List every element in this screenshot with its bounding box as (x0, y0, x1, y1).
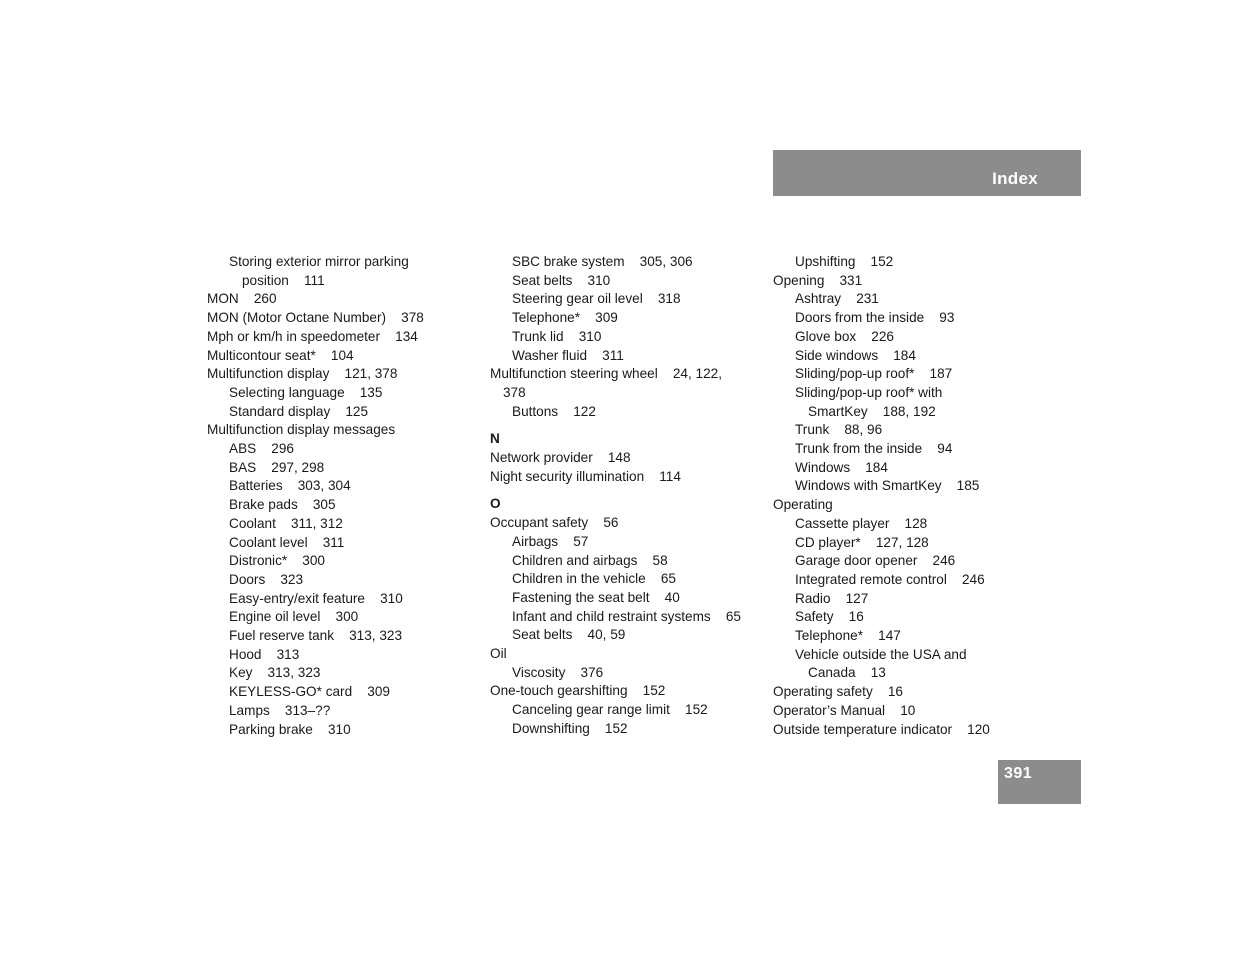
index-entry-text: Side windows 184 (795, 347, 916, 363)
index-entry-text: KEYLESS-GO* card 309 (229, 684, 390, 700)
index-entry-text: SmartKey 188, 192 (808, 403, 936, 419)
index-entry (490, 664, 760, 683)
index-entry (207, 459, 477, 478)
index-entry-text: Sliding/pop-up roof* with (795, 384, 943, 400)
index-entry-text: Occupant safety 56 (490, 515, 619, 531)
index-entry (773, 646, 1043, 665)
index-entry-text: Infant and child restraint systems 65 (512, 608, 741, 624)
index-entry (207, 328, 477, 347)
index-entry-text: Distronic* 300 (229, 553, 325, 569)
index-entry (773, 496, 1043, 515)
index-entry-text: Network provider 148 (490, 450, 631, 466)
index-entry (490, 720, 760, 739)
index-entry-text: Operating safety 16 (773, 684, 903, 700)
index-entry (207, 664, 477, 683)
index-entry (773, 459, 1043, 478)
index-entry-text: Easy-entry/exit feature 310 (229, 590, 403, 606)
index-entry (207, 534, 477, 553)
index-entry-text: Lamps 313–?? (229, 702, 331, 718)
index-entry-text: Fastening the seat belt 40 (512, 589, 680, 605)
index-entry-text: Vehicle outside the USA and (795, 646, 967, 662)
index-letter-heading (490, 495, 760, 514)
index-entry-text: Key 313, 323 (229, 665, 321, 681)
index-entry (773, 365, 1043, 384)
index-entry (773, 702, 1043, 721)
index-entry-text: Operator’s Manual 10 (773, 702, 916, 718)
index-entry-text: Upshifting 152 (795, 254, 894, 269)
index-entry (490, 570, 760, 589)
index-entry (773, 664, 1043, 683)
index-entry-text: Brake pads 305 (229, 497, 336, 513)
index-entry (773, 421, 1043, 440)
page-number: 391 (1004, 765, 1033, 782)
index-entry (490, 365, 760, 384)
index-entry-text: Mph or km/h in speedometer 134 (207, 328, 418, 344)
index-entry-text: Trunk 88, 96 (795, 422, 883, 438)
index-entry-text: SBC brake system 305, 306 (512, 254, 693, 269)
index-entry-text: Washer fluid 311 (512, 347, 624, 363)
index-entry (773, 477, 1043, 496)
index-entry-text: Oil (490, 646, 507, 662)
index-entry-text: Standard display 125 (229, 403, 369, 419)
index-entry (207, 365, 477, 384)
index-entry (490, 552, 760, 571)
index-entry (773, 440, 1043, 459)
index-column-2 (490, 253, 760, 739)
index-entry (207, 608, 477, 627)
index-entry-text: Windows with SmartKey 185 (795, 478, 980, 494)
index-entry-text: Doors 323 (229, 571, 304, 587)
index-entry-text: Coolant 311, 312 (229, 515, 343, 531)
index-entry-text: Fuel reserve tank 313, 323 (229, 628, 403, 644)
index-entry (773, 384, 1043, 403)
index-entry-text: Sliding/pop-up roof* 187 (795, 366, 953, 382)
index-entry-text: Selecting language 135 (229, 384, 383, 400)
index-entry (490, 645, 760, 664)
index-entry-text: Airbags 57 (512, 533, 589, 549)
index-entry-text: O (490, 496, 501, 512)
index-entry (773, 590, 1043, 609)
index-entry (490, 682, 760, 701)
index-entry-text: CD player* 127, 128 (795, 534, 929, 550)
index-entry-text: N (490, 431, 500, 447)
index-entry-text: Garage door opener 246 (795, 553, 956, 569)
index-entry (207, 646, 477, 665)
index-entry (207, 571, 477, 590)
index-entry-text: Telephone* 309 (512, 310, 618, 326)
index-entry-text: Steering gear oil level 318 (512, 291, 681, 307)
index-entry-text: Safety 16 (795, 609, 864, 625)
index-entry-text: Multifunction display messages (207, 422, 396, 438)
index-entry-text: Radio 127 (795, 590, 869, 606)
index-entry (207, 552, 477, 571)
index-entry-text: Trunk from the inside 94 (795, 441, 953, 457)
index-entry (490, 701, 760, 720)
index-entry (773, 608, 1043, 627)
index-column-3 (773, 253, 1043, 739)
index-entry-text: Coolant level 311 (229, 534, 345, 550)
index-entry (773, 721, 1043, 740)
index-entry (490, 403, 760, 422)
index-entry (773, 403, 1043, 422)
index-entry-text: Children and airbags 58 (512, 552, 668, 568)
index-letter-heading (490, 430, 760, 449)
index-entry-text: position 111 (242, 272, 325, 288)
index-entry (773, 253, 1043, 272)
index-entry-text: Canceling gear range limit 152 (512, 702, 708, 718)
index-entry (207, 496, 477, 515)
index-entry (490, 309, 760, 328)
index-entry (773, 328, 1043, 347)
index-entry-text: Multifunction steering wheel 24, 122, (490, 366, 722, 382)
index-entry (490, 514, 760, 533)
index-entry (490, 290, 760, 309)
index-entry (207, 309, 477, 328)
index-entry-text: BAS 297, 298 (229, 459, 325, 475)
index-entry-text: Viscosity 376 (512, 664, 604, 680)
index-entry-text: Glove box 226 (795, 328, 894, 344)
index-entry (773, 683, 1043, 702)
index-entry-text: Multifunction display 121, 378 (207, 366, 398, 382)
index-entry (773, 552, 1043, 571)
index-entry (207, 683, 477, 702)
index-entry-text: Downshifting 152 (512, 720, 628, 736)
index-entry (490, 449, 760, 468)
index-entry (490, 253, 760, 272)
index-entry-text: Seat belts 310 (512, 272, 611, 288)
index-entry (207, 290, 477, 309)
index-entry (490, 608, 760, 627)
index-entry-text: 378 (503, 384, 526, 400)
index-entry (207, 384, 477, 403)
index-entry (773, 290, 1043, 309)
index-entry-text: Buttons 122 (512, 403, 596, 419)
index-entry-text: Trunk lid 310 (512, 328, 602, 344)
section-title: Index (992, 169, 1038, 188)
index-column-1 (207, 253, 477, 739)
index-entry-text: Outside temperature indicator 120 (773, 721, 990, 737)
index-entry (490, 272, 760, 291)
index-entry (207, 253, 477, 272)
index-entry (773, 571, 1043, 590)
index-entry-text: One-touch gearshifting 152 (490, 683, 666, 699)
index-entry (207, 403, 477, 422)
index-entry (773, 347, 1043, 366)
index-entry (490, 328, 760, 347)
index-entry (490, 384, 760, 403)
index-entry (490, 347, 760, 366)
index-entry (207, 421, 477, 440)
index-entry (773, 309, 1043, 328)
index-entry (773, 272, 1043, 291)
index-entry-text: Canada 13 (808, 665, 886, 681)
index-entry (207, 272, 477, 291)
section-header-bar (773, 150, 1081, 196)
index-entry-text: Storing exterior mirror parking (229, 254, 409, 269)
index-entry-text: MON (Motor Octane Number) 378 (207, 310, 424, 326)
index-entry-text: ABS 296 (229, 441, 294, 457)
index-entry (207, 627, 477, 646)
index-entry-text: Night security illumination 114 (490, 468, 681, 484)
index-entry-text: Doors from the inside 93 (795, 310, 955, 326)
index-entry (207, 477, 477, 496)
index-entry (490, 589, 760, 608)
index-entry (490, 533, 760, 552)
index-entry (207, 515, 477, 534)
index-entry-text: Ashtray 231 (795, 291, 879, 307)
index-entry-text: Batteries 303, 304 (229, 478, 351, 494)
index-entry-text: Integrated remote control 246 (795, 571, 985, 587)
index-entry (773, 534, 1043, 553)
index-entry (207, 347, 477, 366)
index-entry-text: Operating (773, 497, 833, 513)
index-entry (207, 702, 477, 721)
index-entry (773, 515, 1043, 534)
index-entry-text: Opening 331 (773, 272, 863, 288)
index-entry (207, 590, 477, 609)
index-entry (773, 627, 1043, 646)
index-entry-text: Multicontour seat* 104 (207, 347, 354, 363)
index-entry-text: Engine oil level 300 (229, 609, 359, 625)
index-entry-text: Cassette player 128 (795, 515, 928, 531)
index-entry (207, 440, 477, 459)
index-entry-text: Parking brake 310 (229, 721, 351, 737)
index-entry-text: Telephone* 147 (795, 628, 901, 644)
index-entry (490, 626, 760, 645)
page-number-box (998, 760, 1081, 804)
index-entry (207, 721, 477, 740)
index-entry-text: Windows 184 (795, 459, 888, 475)
index-entry-text: MON 260 (207, 291, 277, 307)
index-entry-text: Children in the vehicle 65 (512, 571, 676, 587)
index-entry-text: Seat belts 40, 59 (512, 627, 626, 643)
index-entry-text: Hood 313 (229, 646, 300, 662)
index-entry (490, 468, 760, 487)
